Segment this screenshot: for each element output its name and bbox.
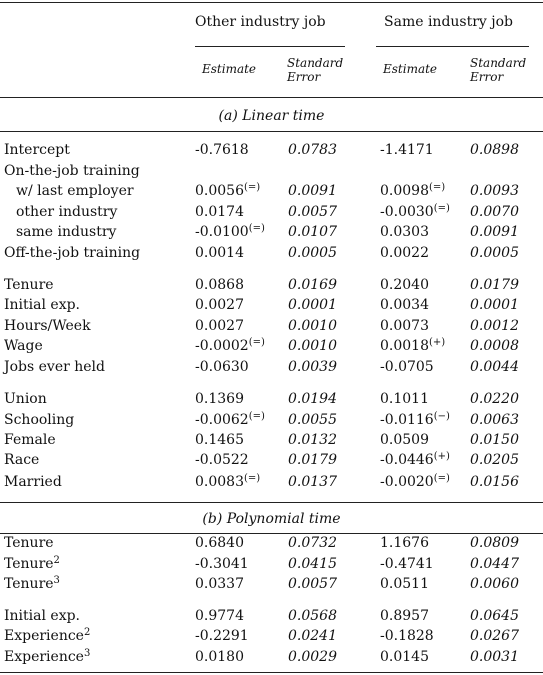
estimate-value: -0.0705 xyxy=(380,359,434,375)
same-stderr: 0.0447 xyxy=(470,556,519,572)
other-estimate-header: Estimate xyxy=(202,62,257,76)
other-stderr: 0.0415 xyxy=(288,556,337,572)
estimate-value: -0.0062 xyxy=(195,412,249,428)
same-estimate xyxy=(380,412,450,428)
estimate-value: 0.1369 xyxy=(195,391,244,407)
other-stderr: 0.0732 xyxy=(288,535,337,551)
other-estimate: -0.2291 xyxy=(195,628,249,644)
same-estimate xyxy=(380,318,429,334)
same-stderr-header-2: Error xyxy=(470,70,504,84)
same-stderr: 0.0044 xyxy=(470,359,519,375)
estimate-value: 0.0022 xyxy=(380,245,429,261)
row-label: other industry xyxy=(16,204,118,220)
estimate-value: 0.0303 xyxy=(380,224,429,240)
other-stderr: 0.0010 xyxy=(288,318,337,334)
same-estimate: 0.0145 xyxy=(380,649,429,665)
header-other-industry: Other industry job xyxy=(195,14,326,30)
significance-mark: (=) xyxy=(433,473,450,484)
other-stderr: 0.0241 xyxy=(288,628,337,644)
row-label: Race xyxy=(4,452,40,468)
other-estimate: 0.0180 xyxy=(195,649,244,665)
label-text: Tenure xyxy=(4,556,54,572)
section-a-rule xyxy=(0,131,543,132)
significance-mark: (=) xyxy=(248,337,265,348)
row-label xyxy=(4,649,90,665)
row-label: Intercept xyxy=(4,142,70,158)
same-estimate xyxy=(380,338,445,354)
same-stderr: 0.0005 xyxy=(470,245,519,261)
other-estimate xyxy=(195,412,265,428)
same-estimate xyxy=(380,204,450,220)
row-label xyxy=(4,556,60,572)
same-stderr: 0.0150 xyxy=(470,432,519,448)
other-stderr-header-2: Error xyxy=(287,70,321,84)
estimate-value: 0.1465 xyxy=(195,432,244,448)
significance-mark: (=) xyxy=(248,411,265,422)
estimate-value: -0.0020 xyxy=(380,474,434,490)
other-stderr: 0.0001 xyxy=(288,297,337,313)
same-stderr: 0.0031 xyxy=(470,649,519,665)
same-stderr: 0.0091 xyxy=(470,224,519,240)
estimate-value: 0.0034 xyxy=(380,297,429,313)
estimate-value: 0.0509 xyxy=(380,432,429,448)
row-label: same industry xyxy=(16,224,117,240)
estimate-value: 0.2040 xyxy=(380,277,429,293)
other-estimate xyxy=(195,224,265,240)
same-stderr: 0.0008 xyxy=(470,338,519,354)
same-stderr: 0.0156 xyxy=(470,474,519,490)
significance-mark: (−) xyxy=(433,411,450,422)
row-label: On-the-job training xyxy=(4,163,140,179)
row-label: Tenure xyxy=(4,277,54,293)
same-stderr: 0.0220 xyxy=(470,391,519,407)
same-estimate: 0.8957 xyxy=(380,608,429,624)
row-label: Union xyxy=(4,391,47,407)
same-stderr: 0.0070 xyxy=(470,204,519,220)
other-stderr-header-1: Standard xyxy=(287,56,344,70)
row-label xyxy=(4,576,60,592)
exponent: 3 xyxy=(83,648,91,659)
exponent: 2 xyxy=(83,627,91,638)
same-stderr: 0.0179 xyxy=(470,277,519,293)
same-estimate: 0.0511 xyxy=(380,576,429,592)
label-text: Experience xyxy=(4,649,84,665)
row-label: w/ last employer xyxy=(16,183,134,199)
same-stderr: 0.0060 xyxy=(470,576,519,592)
other-estimate: 0.6840 xyxy=(195,535,244,551)
label-text: Tenure xyxy=(4,535,54,551)
same-stderr: 0.0809 xyxy=(470,535,519,551)
label-text: Experience xyxy=(4,628,84,644)
same-group-rule xyxy=(376,46,529,47)
same-estimate-header: Estimate xyxy=(383,62,438,76)
exponent: 3 xyxy=(53,575,60,586)
other-estimate xyxy=(195,359,249,375)
estimate-value: 0.0073 xyxy=(380,318,429,334)
same-estimate xyxy=(380,432,429,448)
section-b-top-rule xyxy=(0,502,543,503)
estimate-value: -0.0630 xyxy=(195,359,249,375)
same-stderr: 0.0898 xyxy=(470,142,519,158)
header-rule xyxy=(0,97,543,98)
same-estimate: -0.1828 xyxy=(380,628,434,644)
other-estimate xyxy=(195,245,244,261)
row-label xyxy=(4,608,80,624)
bottom-rule xyxy=(0,672,543,673)
other-estimate: 0.0337 xyxy=(195,576,244,592)
row-label: Female xyxy=(4,432,56,448)
row-label xyxy=(4,628,90,644)
top-rule xyxy=(0,2,543,3)
significance-mark: (=) xyxy=(429,182,446,193)
row-label: Schooling xyxy=(4,412,75,428)
estimate-value: -0.0116 xyxy=(380,412,434,428)
same-stderr: 0.0267 xyxy=(470,628,519,644)
other-estimate: 0.9774 xyxy=(195,608,244,624)
other-stderr: 0.0132 xyxy=(288,432,337,448)
estimate-value: 0.0014 xyxy=(195,245,244,261)
same-stderr: 0.0063 xyxy=(470,412,519,428)
same-stderr: 0.0012 xyxy=(470,318,519,334)
section-b-rule xyxy=(0,533,543,534)
estimate-value: -0.0522 xyxy=(195,452,249,468)
significance-mark: (+) xyxy=(429,337,446,348)
significance-mark: (=) xyxy=(244,473,261,484)
other-stderr: 0.0169 xyxy=(288,277,337,293)
other-stderr: 0.0091 xyxy=(288,183,337,199)
row-label: Hours/Week xyxy=(4,318,91,334)
significance-mark: (=) xyxy=(244,182,261,193)
same-stderr-header-1: Standard xyxy=(470,56,527,70)
row-label: Jobs ever held xyxy=(4,359,106,375)
row-label: Off-the-job training xyxy=(4,245,141,261)
estimate-value: -0.0100 xyxy=(195,224,249,240)
section-a-title: (a) Linear time xyxy=(218,108,325,124)
other-estimate xyxy=(195,474,260,490)
estimate-value: 0.1011 xyxy=(380,391,429,407)
estimate-value: -0.0030 xyxy=(380,204,434,220)
row-label: Wage xyxy=(4,338,43,354)
same-estimate xyxy=(380,142,434,158)
other-estimate xyxy=(195,204,244,220)
estimate-value: 0.0098 xyxy=(380,183,429,199)
same-estimate xyxy=(380,183,445,199)
estimate-value: -0.0002 xyxy=(195,338,249,354)
other-stderr: 0.0039 xyxy=(288,359,337,375)
other-estimate xyxy=(195,142,249,158)
other-estimate xyxy=(195,338,265,354)
estimate-value: -0.0446 xyxy=(380,452,434,468)
other-estimate xyxy=(195,277,244,293)
label-text: Initial exp. xyxy=(4,608,80,624)
other-estimate xyxy=(195,183,260,199)
other-estimate xyxy=(195,432,244,448)
other-estimate: -0.3041 xyxy=(195,556,249,572)
other-stderr: 0.0057 xyxy=(288,576,337,592)
same-estimate xyxy=(380,224,429,240)
estimate-value: 0.0868 xyxy=(195,277,244,293)
same-stderr: 0.0205 xyxy=(470,452,519,468)
same-stderr: 0.0645 xyxy=(470,608,519,624)
other-estimate xyxy=(195,391,244,407)
same-estimate: 1.1676 xyxy=(380,535,429,551)
other-stderr: 0.0568 xyxy=(288,608,337,624)
same-stderr: 0.0001 xyxy=(470,297,519,313)
section-b-title: (b) Polynomial time xyxy=(202,511,341,527)
significance-mark: (+) xyxy=(433,451,450,462)
estimate-value: 0.0056 xyxy=(195,183,244,199)
same-estimate xyxy=(380,297,429,313)
same-estimate xyxy=(380,245,429,261)
row-label: Married xyxy=(4,474,62,490)
estimate-value: 0.0027 xyxy=(195,297,244,313)
other-stderr: 0.0055 xyxy=(288,412,337,428)
row-label xyxy=(4,535,54,551)
other-group-rule xyxy=(195,46,345,47)
other-stderr: 0.0179 xyxy=(288,452,337,468)
estimate-value: 0.0018 xyxy=(380,338,429,354)
significance-mark: (=) xyxy=(248,223,265,234)
same-estimate xyxy=(380,474,450,490)
same-estimate: -0.4741 xyxy=(380,556,434,572)
other-stderr: 0.0783 xyxy=(288,142,337,158)
same-estimate xyxy=(380,359,434,375)
other-stderr: 0.0137 xyxy=(288,474,337,490)
other-estimate xyxy=(195,297,244,313)
same-estimate xyxy=(380,277,429,293)
label-text: Tenure xyxy=(4,576,54,592)
estimate-value: 0.0083 xyxy=(195,474,244,490)
significance-mark: (=) xyxy=(433,203,450,214)
same-stderr: 0.0093 xyxy=(470,183,519,199)
other-stderr: 0.0005 xyxy=(288,245,337,261)
other-stderr: 0.0057 xyxy=(288,204,337,220)
other-estimate xyxy=(195,452,249,468)
other-stderr: 0.0010 xyxy=(288,338,337,354)
exponent: 2 xyxy=(53,555,60,566)
estimate-value: -1.4171 xyxy=(380,142,434,158)
estimate-value: 0.0027 xyxy=(195,318,244,334)
estimate-value: -0.7618 xyxy=(195,142,249,158)
estimate-value: 0.0174 xyxy=(195,204,244,220)
other-stderr: 0.0107 xyxy=(288,224,337,240)
header-same-industry: Same industry job xyxy=(384,14,514,30)
other-stderr: 0.0194 xyxy=(288,391,337,407)
row-label: Initial exp. xyxy=(4,297,80,313)
other-stderr: 0.0029 xyxy=(288,649,337,665)
other-estimate xyxy=(195,318,244,334)
same-estimate xyxy=(380,391,429,407)
same-estimate xyxy=(380,452,450,468)
